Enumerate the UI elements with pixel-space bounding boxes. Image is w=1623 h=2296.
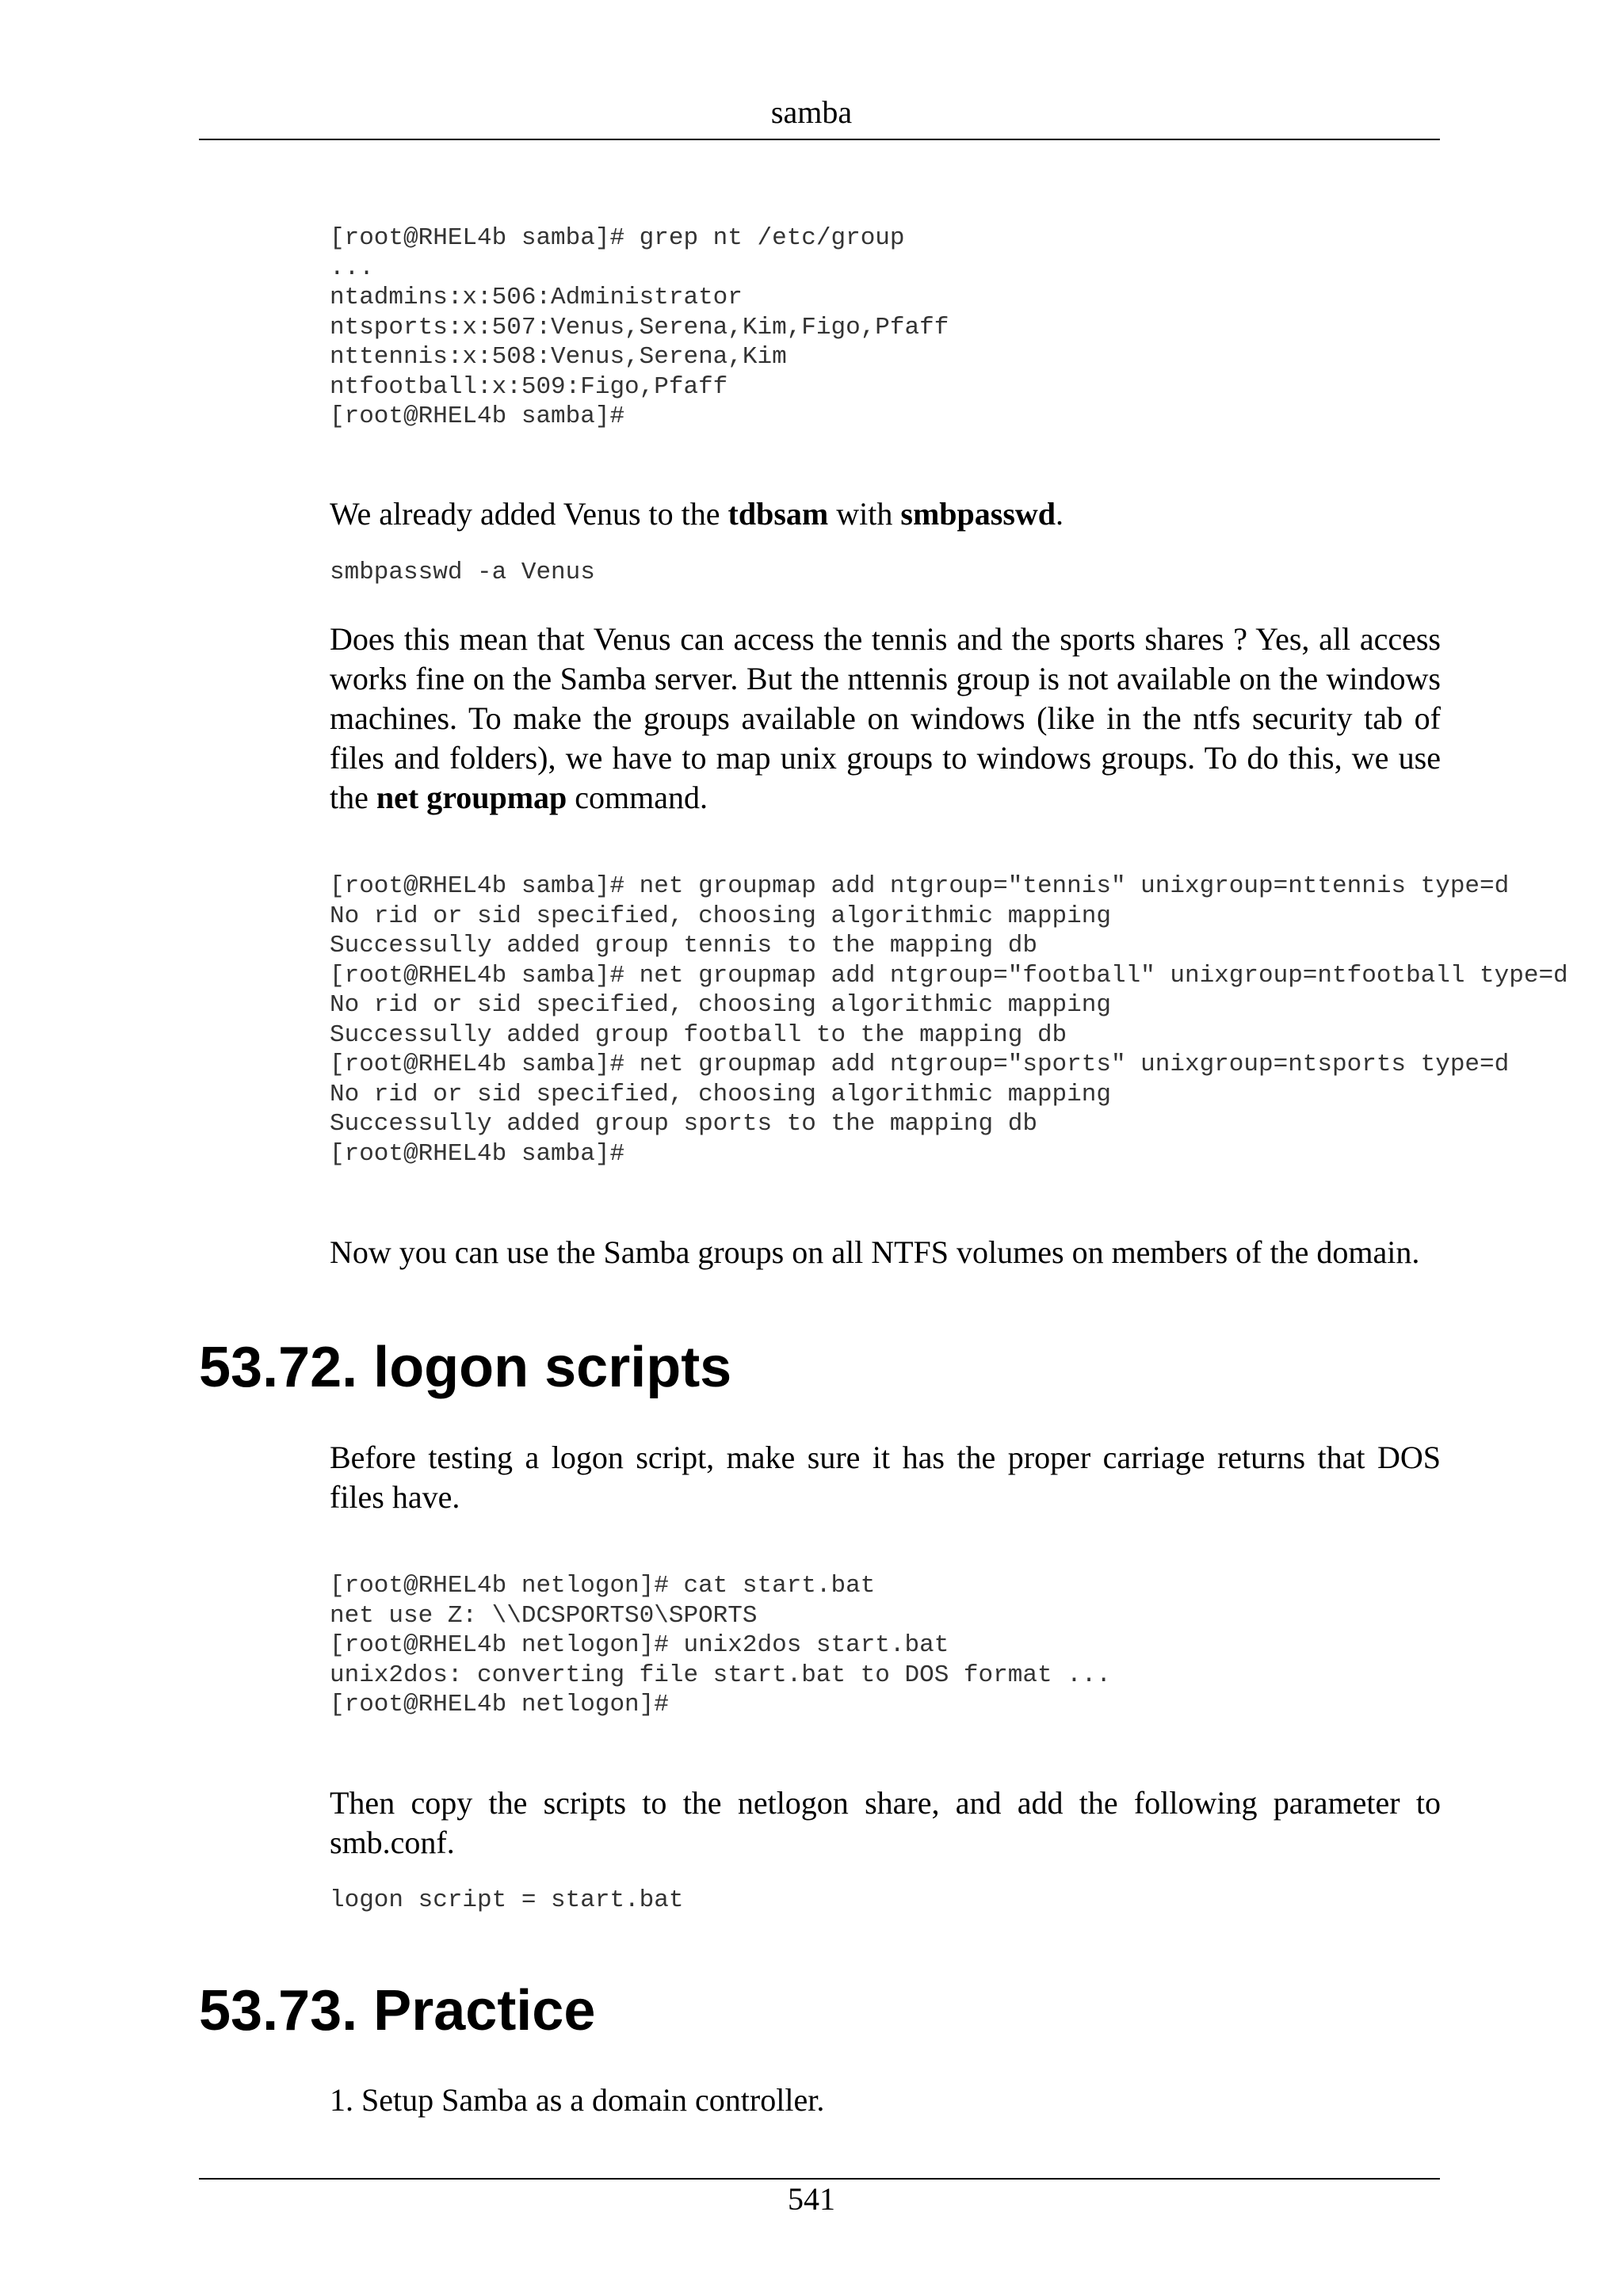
- paragraph-ntfs: [330, 1233, 1441, 1272]
- para4-text: Before testing a logon script, make sure it has the proper carriage returns that DOS files have.: [330, 1440, 1441, 1515]
- page-number: 541: [788, 2181, 835, 2217]
- para1-text-end: .: [1056, 496, 1064, 532]
- running-header: samba: [770, 94, 853, 130]
- code-line: smbpasswd -a Venus: [330, 559, 595, 586]
- section-heading-logon-scripts: 53.72. logon scripts: [199, 1336, 732, 1399]
- para1-text: We already added Venus to the: [330, 496, 728, 532]
- code-lines: [root@RHEL4b samba]# grep nt /etc/group ... ntadmins:x:506:Administrator ntsports:x:507:Venus,Serena,Kim,Figo,Pfaff nttennis:x:508:Venus,Serena,Kim ntfootball:x:509:Figo,Pfaff [root@RHEL4b samba]#: [330, 224, 949, 430]
- paragraph-tdbsam: [330, 494, 1441, 534]
- code-lines: [root@RHEL4b netlogon]# cat start.bat net use Z: \\DCSPORTS0\SPORTS [root@RHEL4b netlogon]# unix2dos start.bat unix2dos: converting file start.bat to DOS format ... [root@RHEL4b netlogon]#: [330, 1572, 1111, 1718]
- term-net-groupmap: net groupmap: [376, 780, 567, 815]
- code-block-grep: [330, 223, 1441, 432]
- code-block-groupmap: [330, 871, 1568, 1169]
- term-smbpasswd: smbpasswd: [900, 496, 1056, 532]
- code-block-unix2dos: [330, 1571, 1441, 1720]
- para1-text-mid: with: [828, 496, 901, 532]
- para3-text: Now you can use the Samba groups on all NTFS volumes on members of the domain.: [330, 1234, 1420, 1270]
- practice-item: [330, 2081, 1441, 2120]
- practice-item-text: 1. Setup Samba as a domain controller.: [330, 2082, 825, 2118]
- para5-text: Then copy the scripts to the netlogon share, and add the following parameter to smb.conf.: [330, 1785, 1441, 1860]
- paragraph-logon-intro: [330, 1438, 1441, 1517]
- para2-text: Does this mean that Venus can access the tennis and the sports shares ? Yes, all access works fine on the Samba server. But the nttennis group is not available on the windows machines. To make the groups available on windows (like in the ntfs security tab of files and folders), we have to map unix groups to windows groups. To do this, we use the: [330, 621, 1441, 815]
- footer-rule: [199, 2178, 1440, 2180]
- header-rule: [199, 139, 1440, 140]
- para2-text-end: command.: [567, 780, 708, 815]
- code-lines: [root@RHEL4b samba]# net groupmap add ntgroup="tennis" unixgroup=nttennis type=d No rid or sid specified, choosing algorithmic mapping Successully added group tennis to the mapping db [root@RHEL4b samba]# net groupmap add ntgroup="football" unixgroup=ntfootball type=d No rid or sid specified, choosing algorithmic mapping Successully added group football to the mapping db [root@RHEL4b samba]# net groupmap add ntgroup="sports" unixgroup=ntsports type=d No rid or sid specified, choosing algorithmic mapping Successully added group sports to the mapping db [root@RHEL4b samba]#: [330, 872, 1568, 1168]
- code-line: logon script = start.bat: [330, 1886, 684, 1914]
- code-block-logon-script: [330, 1886, 1441, 1916]
- section-heading-practice: 53.73. Practice: [199, 1979, 596, 2042]
- paragraph-groupmap-intro: [330, 620, 1441, 818]
- code-block-smbpasswd: [330, 558, 1441, 588]
- term-tdbsam: tdbsam: [727, 496, 829, 532]
- paragraph-copy-scripts: [330, 1783, 1441, 1863]
